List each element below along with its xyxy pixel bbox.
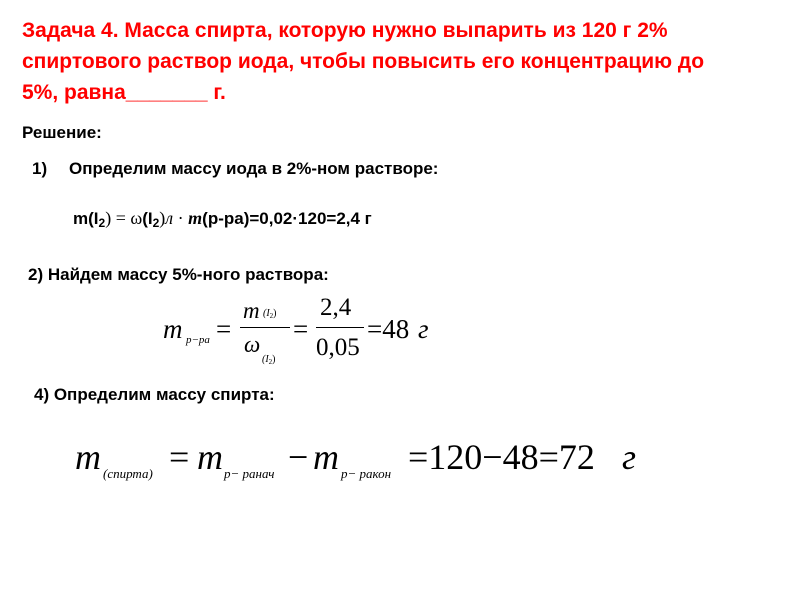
title-line-2: спиртового раствор иода, чтобы повысить его концентрацию до: [22, 50, 705, 73]
formula2-lhs-sub: р−ра: [186, 334, 210, 346]
formula2-num-sub: $(I_2)$: [263, 308, 277, 320]
formula2-result: =48: [367, 314, 410, 344]
formula4-sub2: р− ранач: [224, 466, 275, 481]
formula4-eq: =: [169, 437, 190, 477]
formula2-fraction-bar-2: [316, 327, 364, 328]
formula1-i: (I: [142, 209, 153, 228]
formula2-den-omega: ω: [244, 332, 261, 357]
formula2-fraction-bar-1: [240, 327, 290, 328]
formula2-den2: 0,05: [316, 334, 360, 361]
step4-formula: [75, 436, 675, 496]
formula2-num-m: m: [243, 298, 260, 323]
formula4-sub3: р− ракон: [341, 466, 392, 481]
formula4-minus: −: [288, 437, 309, 477]
formula2-eq1: =: [216, 314, 232, 344]
formula2-num2: 2,4: [320, 294, 352, 321]
formula2-eq2: =: [293, 314, 309, 344]
formula4-unit: г: [622, 437, 637, 477]
formula4-m3: m: [313, 437, 339, 477]
step1-formula: [73, 208, 372, 230]
formula2-den-sub: $(I_2)$: [262, 354, 276, 366]
formula1-omega: ω: [130, 208, 143, 228]
title-line-3: 5%, равна_______ г.: [22, 81, 226, 104]
formula1-sub-2: 2: [98, 216, 106, 230]
step1-text: Определим массу иода в 2%-ном растворе:: [69, 159, 439, 178]
formula1-paren: ): [105, 208, 112, 228]
step1-number: 1): [32, 159, 48, 178]
formula4-m1: m: [75, 437, 101, 477]
formula2-unit: г: [418, 314, 429, 344]
formula4-m2: m: [197, 437, 223, 477]
formula1-eq: =: [111, 208, 131, 228]
solution-label: Решение:: [22, 123, 102, 142]
step2-text: 2) Найдем массу 5%-ного раствора:: [28, 265, 329, 284]
step2-formula: [160, 292, 460, 370]
step4-text: 4) Определим массу спирта:: [34, 385, 275, 404]
formula4-sub1: (спирта): [103, 466, 153, 481]
formula1-m-i: m(I: [73, 209, 99, 228]
formula1-sub-2b: 2: [152, 216, 160, 230]
formula4-rest: =120−48=72: [408, 437, 595, 477]
title-line-1: Задача 4. Масса спирта, которую нужно выпарить из 120 г 2%: [22, 19, 668, 42]
formula2-lhs-m: m: [163, 314, 183, 344]
formula1-m: m: [188, 208, 203, 228]
formula1-rest: (р-ра)=0,02·120=2,4 г: [202, 209, 372, 228]
task-title: [22, 15, 792, 108]
formula1-l: л: [165, 208, 174, 228]
formula1-paren2: ): [159, 208, 166, 228]
formula1-dot: ·: [173, 208, 189, 228]
